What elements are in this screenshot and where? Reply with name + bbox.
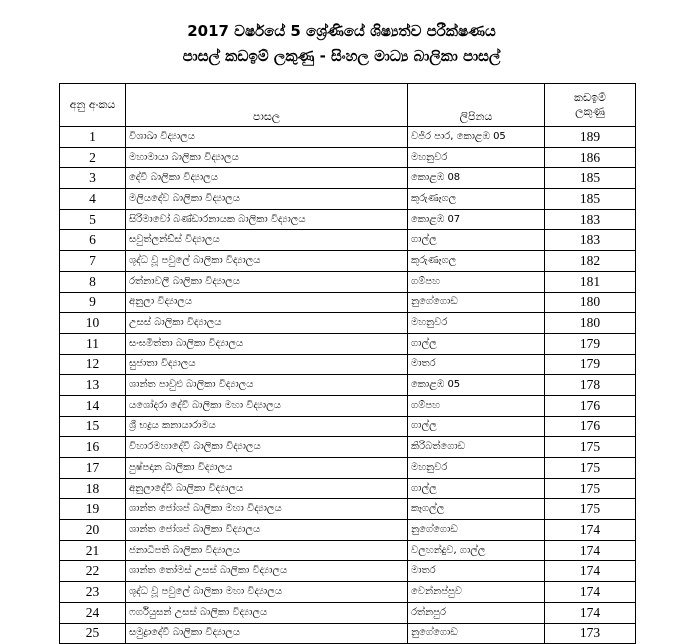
cutoff-marks-cell: 183 [545, 230, 636, 251]
table-row [60, 147, 636, 168]
school-name-cell: මහාමායා බාලිකා විද්‍යාලය [126, 147, 408, 168]
cutoff-marks-cell: 175 [545, 458, 636, 479]
address-cell: ගම්පහ [408, 271, 545, 292]
address-cell: ගම්පහ [408, 395, 545, 416]
rank-cell: 3 [60, 168, 126, 189]
address-cell: නුගේගොඩ [408, 520, 545, 541]
cutoff-marks-cell: 180 [545, 292, 636, 313]
rank-cell: 17 [60, 458, 126, 479]
cutoff-marks-cell: 186 [545, 147, 636, 168]
school-name-cell: ජනාධිපති බාලිකා විද්‍යාලය [126, 540, 408, 561]
address-cell: කොළඹ 05 [408, 375, 545, 396]
rank-cell: 15 [60, 416, 126, 437]
table-row [60, 582, 636, 603]
rank-cell: 24 [60, 602, 126, 623]
rank-cell: 19 [60, 499, 126, 520]
address-cell: වජිර පාර, කොළඹ 05 [408, 127, 545, 148]
cutoff-marks-cell: 174 [545, 520, 636, 541]
table-row [60, 602, 636, 623]
cutoff-marks-cell: 173 [545, 623, 636, 644]
table-row [60, 375, 636, 396]
cutoff-marks-cell: 174 [545, 602, 636, 623]
address-cell: මාතර [408, 354, 545, 375]
cutoff-marks-cell: 179 [545, 354, 636, 375]
rank-cell: 21 [60, 540, 126, 561]
table-header-row [60, 84, 636, 127]
school-name-cell: අනුලා විද්‍යාලය [126, 292, 408, 313]
table-row [60, 354, 636, 375]
school-name-cell: දේවී බාලිකා විද්‍යාලය [126, 168, 408, 189]
address-cell: ගාල්ල [408, 333, 545, 354]
document-subtitle: පාසල් කඩඉම් ලකුණු - සිංහල මාධ්‍ය බාලිකා පාසල් [182, 47, 501, 65]
address-cell: ගාල්ල [408, 230, 545, 251]
table-row [60, 478, 636, 499]
address-cell: කුරුණෑගල [408, 189, 545, 210]
table-row [60, 561, 636, 582]
address-cell: මහනුවර [408, 458, 545, 479]
address-cell: කොළඹ 08 [408, 168, 545, 189]
header-rank: අනු අංකය [60, 84, 126, 127]
rank-cell: 8 [60, 271, 126, 292]
rank-cell: 7 [60, 251, 126, 272]
rank-cell: 9 [60, 292, 126, 313]
school-name-cell: ශුද්ධ වූ පවුලේ බාලිකා මහා විද්‍යාලය [126, 582, 408, 603]
school-name-cell: විශාඛා විද්‍යාලය [126, 127, 408, 148]
school-name-cell: සමුද්‍රාදේවී බාලිකා විද්‍යාලය [126, 623, 408, 644]
school-name-cell: සුජාතා විද්‍යාලය [126, 354, 408, 375]
address-cell: කුරුණෑගල [408, 251, 545, 272]
rank-cell: 25 [60, 623, 126, 644]
address-cell: වලහන්දුව, ගාල්ල [408, 540, 545, 561]
rank-cell: 20 [60, 520, 126, 541]
school-name-cell: විහාරමහාදේවී බාලිකා විද්‍යාලය [126, 437, 408, 458]
school-name-cell: මලියදේව බාලිකා විද්‍යාලය [126, 189, 408, 210]
school-name-cell: සිරිමාවෝ බණ්ඩාරනායක බාලිකා විද්‍යාලය [126, 209, 408, 230]
address-cell: මාතර [408, 561, 545, 582]
table-row [60, 437, 636, 458]
table-row [60, 623, 636, 644]
table-row [60, 292, 636, 313]
table-row [60, 520, 636, 541]
school-name-cell: ශාන්ත තෝමස් උසස් බාලිකා විද්‍යාලය [126, 561, 408, 582]
address-cell: කිරිබත්ගොඩ [408, 437, 545, 458]
rank-cell: 13 [60, 375, 126, 396]
school-name-cell: ශ්‍රී භද්‍රය කනායාරාමය [126, 416, 408, 437]
school-name-cell: රත්නාවලී බාලිකා විද්‍යාලය [126, 271, 408, 292]
school-name-cell: උසස් බාලිකා විද්‍යාලය [126, 313, 408, 334]
cutoff-marks-cell: 182 [545, 251, 636, 272]
header-cutoff-marks-line2: ලකුණු [575, 105, 605, 118]
cutoff-marks-cell: 178 [545, 375, 636, 396]
address-cell: රත්නපුර [408, 602, 545, 623]
rank-cell: 14 [60, 395, 126, 416]
cutoff-marks-cell: 175 [545, 478, 636, 499]
school-name-cell: සවුත්ලන්ඩ්ස් විද්‍යාලය [126, 230, 408, 251]
school-name-cell: සංඝමිත්තා බාලිකා විද්‍යාලය [126, 333, 408, 354]
school-name-cell: ශාන්ත ජෝශප් බාලිකා මහා විද්‍යාලය [126, 499, 408, 520]
rank-cell: 2 [60, 147, 126, 168]
school-name-cell: යශෝදරා දේවී බාලිකා මහා විද්‍යාලය [126, 395, 408, 416]
cutoff-marks-cell: 175 [545, 499, 636, 520]
table-row [60, 540, 636, 561]
table-row [60, 209, 636, 230]
rank-cell: 4 [60, 189, 126, 210]
header-school: පාසල [126, 84, 408, 127]
rank-cell: 5 [60, 209, 126, 230]
rank-cell: 23 [60, 582, 126, 603]
cutoff-marks-cell: 185 [545, 168, 636, 189]
address-cell: ගාල්ල [408, 416, 545, 437]
cutoff-marks-cell: 175 [545, 437, 636, 458]
table-row [60, 416, 636, 437]
cutoff-marks-cell: 174 [545, 582, 636, 603]
header-cutoff-marks-line1: කඩඉම් [574, 91, 606, 104]
school-name-cell: පුෂ්පදාන බාලිකා විද්‍යාලය [126, 458, 408, 479]
address-cell: නුගේගොඩ [408, 623, 545, 644]
cutoff-marks-cell: 189 [545, 127, 636, 148]
address-cell: නුගේගොඩ [408, 292, 545, 313]
document-title: 2017 වර්ෂයේ 5 ශ්‍රේණියේ ශිෂ්‍යත්ව පරීක්ෂණය [187, 22, 496, 40]
rank-cell: 1 [60, 127, 126, 148]
address-cell: මහනුවර [408, 313, 545, 334]
rank-cell: 11 [60, 333, 126, 354]
cutoff-marks-cell: 174 [545, 561, 636, 582]
rank-cell: 18 [60, 478, 126, 499]
rank-cell: 6 [60, 230, 126, 251]
table-row [60, 251, 636, 272]
address-cell: ගාල්ල [408, 478, 545, 499]
school-name-cell: ශුද්ධ වූ පවුලේ බාලිකා විද්‍යාලය [126, 251, 408, 272]
table-row [60, 499, 636, 520]
header-cutoff-marks [545, 84, 636, 127]
cutoff-marks-cell: 174 [545, 540, 636, 561]
table-row [60, 127, 636, 148]
rank-cell: 12 [60, 354, 126, 375]
address-cell: වෙන්නප්පුව [408, 582, 545, 603]
table-row [60, 271, 636, 292]
cutoff-marks-cell: 185 [545, 189, 636, 210]
header-address: ලිපිනය [408, 84, 545, 127]
address-cell: මහනුවර [408, 147, 545, 168]
rank-cell: 10 [60, 313, 126, 334]
table-row [60, 395, 636, 416]
address-cell: කෑගල්ල [408, 499, 545, 520]
cutoff-marks-table [59, 83, 636, 644]
school-name-cell: ෆර්ගියුසන් උසස් බාලිකා විද්‍යාලය [126, 602, 408, 623]
table-body [60, 127, 636, 644]
table-row [60, 230, 636, 251]
school-name-cell: ශාන්ත ජෝශප් බාලිකා විද්‍යාලය [126, 520, 408, 541]
cutoff-marks-cell: 176 [545, 395, 636, 416]
cutoff-marks-cell: 179 [545, 333, 636, 354]
address-cell: කොළඹ 07 [408, 209, 545, 230]
table-row [60, 333, 636, 354]
table-row [60, 189, 636, 210]
cutoff-marks-cell: 180 [545, 313, 636, 334]
table-row [60, 313, 636, 334]
school-name-cell: ශාන්ත පාවුළු බාලිකා විද්‍යාලය [126, 375, 408, 396]
cutoff-marks-cell: 176 [545, 416, 636, 437]
cutoff-marks-cell: 181 [545, 271, 636, 292]
rank-cell: 22 [60, 561, 126, 582]
cutoff-marks-cell: 183 [545, 209, 636, 230]
school-name-cell: අනුලාදේවී බාලිකා විද්‍යාලය [126, 478, 408, 499]
table-row [60, 458, 636, 479]
rank-cell: 16 [60, 437, 126, 458]
table-row [60, 168, 636, 189]
